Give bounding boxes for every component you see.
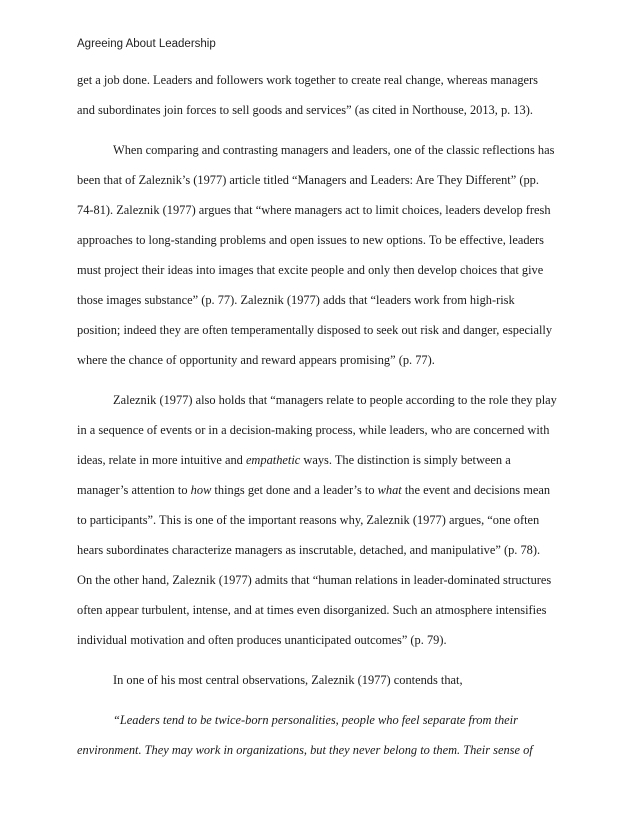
- text-run: ways. The distinction is simply between a: [300, 453, 511, 467]
- text-run: manager’s attention to: [77, 483, 191, 497]
- quote-line: environment. They may work in organizations, but they never belong to them. Their sense of: [77, 743, 533, 757]
- running-head: Agreeing About Leadership: [77, 38, 216, 50]
- quote-line: “Leaders tend to be twice-born personalities, people who feel separate from their: [113, 713, 518, 727]
- text-line: where the chance of opportunity and reward appears promising” (p. 77).: [77, 353, 435, 367]
- text-line: [77, 453, 511, 467]
- text-line: position; indeed they are often temperamentally disposed to seek out risk and danger, especially: [77, 323, 553, 337]
- emphasis-how: how: [190, 483, 212, 497]
- text-line: get a job done. Leaders and followers work together to create real change, whereas managers: [77, 73, 539, 87]
- text-line: In one of his most central observations, Zaleznik (1977) contends that,: [113, 673, 463, 687]
- text-run: things get done and a leader’s to: [211, 483, 378, 497]
- text-line: [77, 483, 550, 497]
- emphasis-what: what: [377, 483, 402, 497]
- text-line: Zaleznik (1977) also holds that “managers relate to people according to the role they play: [113, 393, 557, 407]
- text-line: 74-81). Zaleznik (1977) argues that “where managers act to limit choices, leaders develop fresh: [77, 203, 551, 217]
- text-line: hears subordinates characterize managers as inscrutable, detached, and manipulative” (p. 78).: [77, 543, 541, 557]
- text-line: and subordinates join forces to sell goods and services” (as cited in Northouse, 2013, p. 13).: [77, 103, 533, 117]
- text-run: the event and decisions mean: [401, 483, 551, 497]
- text-line: approaches to long-standing problems and open issues to new options. To be effective, leaders: [77, 233, 544, 247]
- text-line: often appear turbulent, intense, and at times even disorganized. Such an atmosphere intensifies: [77, 603, 547, 617]
- text-line: must project their ideas into images that excite people and only then develop choices that give: [77, 263, 544, 277]
- text-line: to participants”. This is one of the important reasons why, Zaleznik (1977) argues, “one often: [77, 513, 540, 527]
- text-line: When comparing and contrasting managers and leaders, one of the classic reflections has: [113, 143, 555, 157]
- text-line: those images substance” (p. 77). Zaleznik (1977) adds that “leaders work from high-risk: [77, 293, 515, 307]
- emphasis-empathetic: empathetic: [245, 453, 301, 467]
- text-line: in a sequence of events or in a decision-making process, while leaders, who are concerned with: [77, 423, 550, 437]
- text-line: individual motivation and often produces unanticipated outcomes” (p. 79).: [77, 633, 447, 647]
- text-line: On the other hand, Zaleznik (1977) admits that “human relations in leader-dominated structures: [77, 573, 552, 587]
- text-run: ideas, relate in more intuitive and: [77, 453, 246, 467]
- text-line: been that of Zaleznik’s (1977) article titled “Managers and Leaders: Are They Different” (pp.: [77, 173, 539, 187]
